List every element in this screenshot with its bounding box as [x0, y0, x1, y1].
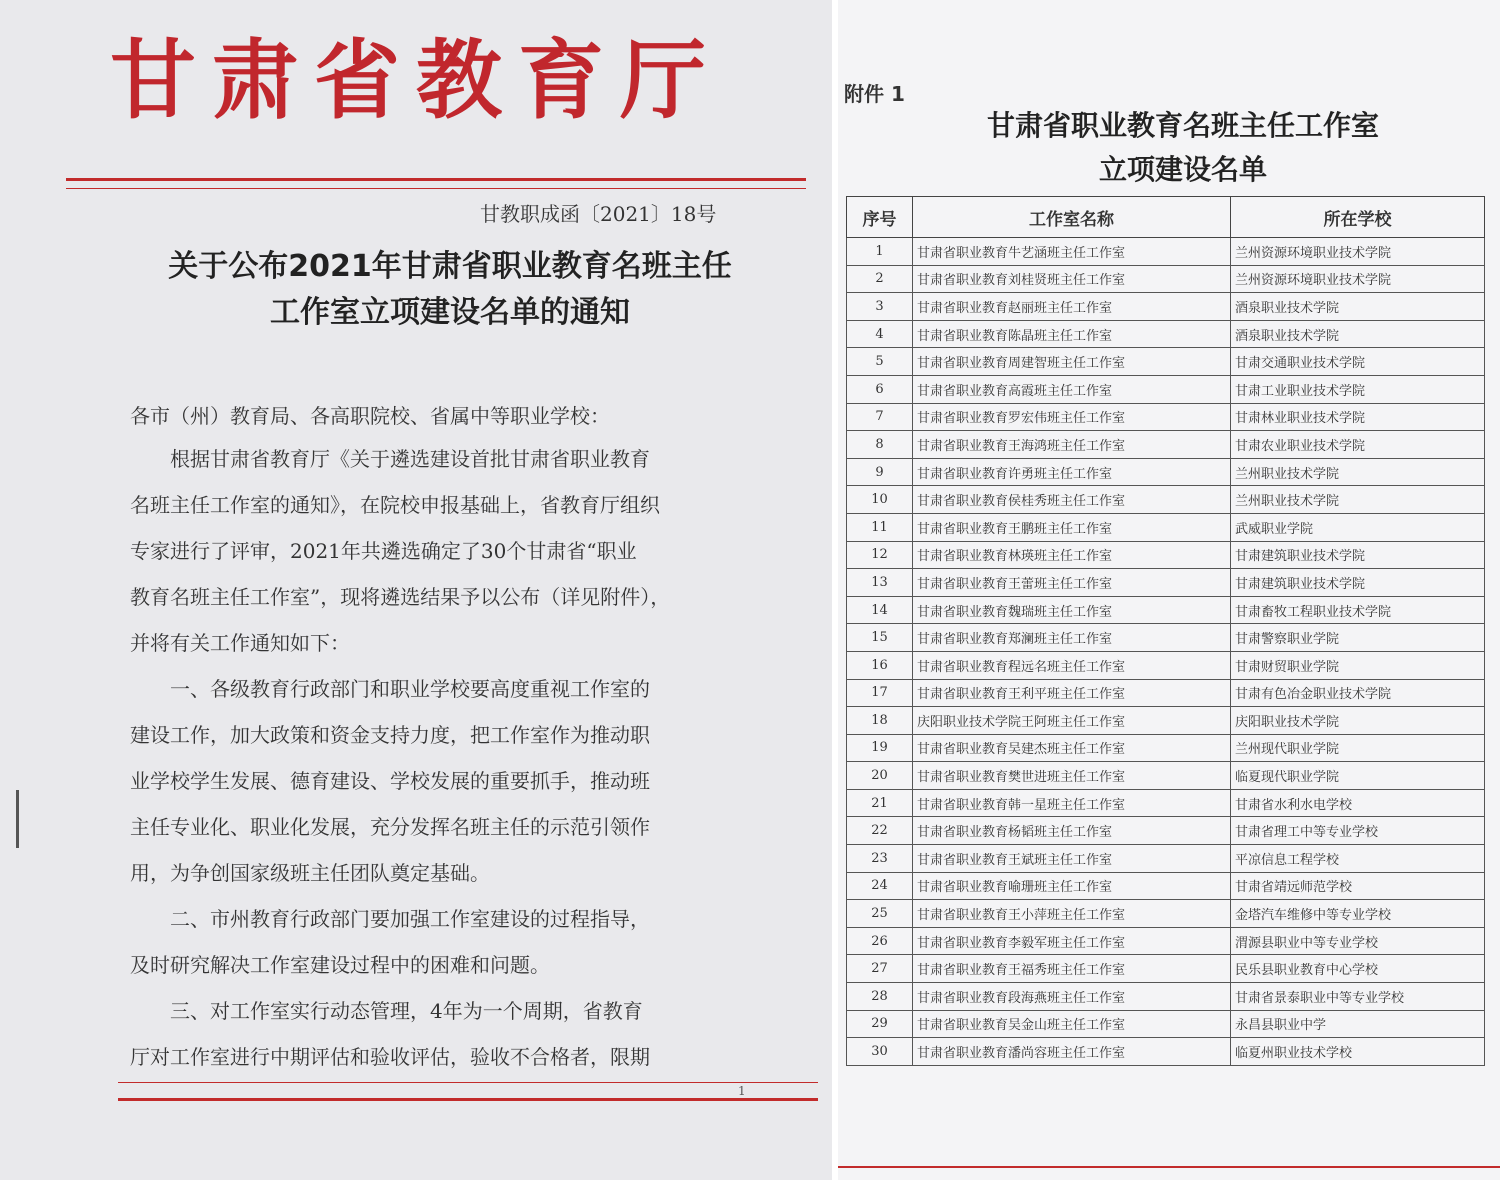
- row-index: 28: [847, 983, 913, 1011]
- body-line: 主任专业化、职业化发展，充分发挥名班主任的示范引领作: [130, 815, 650, 839]
- row-school: 甘肃省理工中等专业学校: [1231, 817, 1485, 845]
- table-row: [847, 900, 1485, 928]
- table-row: [847, 762, 1485, 790]
- row-studio-name: 甘肃省职业教育潘尚容班主任工作室: [913, 1038, 1231, 1066]
- header-red-rule: [66, 178, 806, 181]
- footer-red-rule: [118, 1098, 818, 1101]
- header-school: 所在学校: [1231, 197, 1485, 238]
- table-row: [847, 541, 1485, 569]
- row-school: 酒泉职业技术学院: [1231, 293, 1485, 321]
- table-row: [847, 431, 1485, 459]
- row-index: 23: [847, 845, 913, 873]
- row-studio-name: 甘肃省职业教育李毅军班主任工作室: [913, 927, 1231, 955]
- row-studio-name: 甘肃省职业教育陈晶班主任工作室: [913, 320, 1231, 348]
- row-index: 25: [847, 900, 913, 928]
- row-studio-name: 甘肃省职业教育王蕾班主任工作室: [913, 569, 1231, 597]
- roster-page: [838, 0, 1500, 1180]
- body-line: 教育名班主任工作室”，现将遴选结果予以公布（详见附件），: [130, 585, 671, 609]
- body-line: 及时研究解决工作室建设过程中的困难和问题。: [130, 953, 550, 977]
- row-studio-name: 甘肃省职业教育魏瑞班主任工作室: [913, 596, 1231, 624]
- row-studio-name: 甘肃省职业教育樊世进班主任工作室: [913, 762, 1231, 790]
- row-studio-name: 甘肃省职业教育王小萍班主任工作室: [913, 900, 1231, 928]
- row-studio-name: 甘肃省职业教育许勇班主任工作室: [913, 458, 1231, 486]
- salutation: 各市（州）教育局、各高职院校、省属中等职业学校：: [130, 404, 610, 428]
- notice-title-line: 关于公布2021年甘肃省职业教育名班主任: [168, 249, 732, 284]
- row-school: 兰州现代职业学院: [1231, 734, 1485, 762]
- row-index: 27: [847, 955, 913, 983]
- roster-title-line: 甘肃省职业教育名班主任工作室: [986, 109, 1379, 142]
- row-studio-name: 甘肃省职业教育林瑛班主任工作室: [913, 541, 1231, 569]
- page-number: 1: [738, 1084, 746, 1098]
- row-school: 甘肃建筑职业技术学院: [1231, 569, 1485, 597]
- notice-body: [130, 436, 780, 1080]
- table-row: [847, 238, 1485, 266]
- row-studio-name: 甘肃省职业教育侯桂秀班主任工作室: [913, 486, 1231, 514]
- row-studio-name: 甘肃省职业教育程远名班主任工作室: [913, 651, 1231, 679]
- table-row: [847, 403, 1485, 431]
- row-index: 22: [847, 817, 913, 845]
- notice-title-line: 工作室立项建设名单的通知: [270, 295, 630, 330]
- row-studio-name: 甘肃省职业教育段海燕班主任工作室: [913, 983, 1231, 1011]
- row-school: 甘肃财贸职业学院: [1231, 651, 1485, 679]
- row-school: 甘肃警察职业学院: [1231, 624, 1485, 652]
- roster-title: [898, 104, 1468, 192]
- header-red-rule-thin: [66, 188, 806, 189]
- row-index: 6: [847, 375, 913, 403]
- row-studio-name: 甘肃省职业教育王海鸿班主任工作室: [913, 431, 1231, 459]
- row-school: 民乐县职业教育中心学校: [1231, 955, 1485, 983]
- row-index: 7: [847, 403, 913, 431]
- row-school: 甘肃畜牧工程职业技术学院: [1231, 596, 1485, 624]
- row-studio-name: 甘肃省职业教育喻珊班主任工作室: [913, 872, 1231, 900]
- row-index: 18: [847, 707, 913, 735]
- row-index: 14: [847, 596, 913, 624]
- row-index: 2: [847, 265, 913, 293]
- page-edge-mark: [16, 790, 19, 848]
- row-studio-name: 甘肃省职业教育王利平班主任工作室: [913, 679, 1231, 707]
- row-index: 16: [847, 651, 913, 679]
- row-index: 11: [847, 513, 913, 541]
- row-school: 兰州资源环境职业技术学院: [1231, 265, 1485, 293]
- table-row: [847, 955, 1485, 983]
- row-school: 甘肃有色冶金职业技术学院: [1231, 679, 1485, 707]
- body-line: 根据甘肃省教育厅《关于遴选建设首批甘肃省职业教育: [130, 447, 650, 471]
- row-school: 金塔汽车维修中等专业学校: [1231, 900, 1485, 928]
- row-index: 15: [847, 624, 913, 652]
- body-line: 厅对工作室进行中期评估和验收评估，验收不合格者，限期: [130, 1045, 650, 1069]
- body-line: 三、对工作室实行动态管理，4年为一个周期，省教育: [130, 999, 643, 1023]
- row-studio-name: 甘肃省职业教育赵丽班主任工作室: [913, 293, 1231, 321]
- row-index: 29: [847, 1010, 913, 1038]
- row-studio-name: 甘肃省职业教育牛艺涵班主任工作室: [913, 238, 1231, 266]
- bottom-red-rule: [838, 1166, 1500, 1168]
- notice-title: [130, 244, 770, 336]
- row-studio-name: 甘肃省职业教育周建智班主任工作室: [913, 348, 1231, 376]
- table-header-row: [847, 197, 1485, 238]
- row-school: 甘肃省水利水电学校: [1231, 789, 1485, 817]
- row-studio-name: 甘肃省职业教育王鹏班主任工作室: [913, 513, 1231, 541]
- row-studio-name: 甘肃省职业教育刘桂贤班主任工作室: [913, 265, 1231, 293]
- body-line: 专家进行了评审，2021年共遴选确定了30个甘肃省“职业: [130, 539, 637, 563]
- roster-title-line: 立项建设名单: [1098, 153, 1267, 186]
- table-row: [847, 927, 1485, 955]
- row-studio-name: 甘肃省职业教育吴金山班主任工作室: [913, 1010, 1231, 1038]
- table-row: [847, 707, 1485, 735]
- row-studio-name: 甘肃省职业教育高霞班主任工作室: [913, 375, 1231, 403]
- row-school: 庆阳职业技术学院: [1231, 707, 1485, 735]
- row-school: 平凉信息工程学校: [1231, 845, 1485, 873]
- row-school: 渭源县职业中等专业学校: [1231, 927, 1485, 955]
- row-school: 兰州资源环境职业技术学院: [1231, 238, 1485, 266]
- row-index: 3: [847, 293, 913, 321]
- table-row: [847, 513, 1485, 541]
- issuer-banner: 甘肃省教育厅: [110, 31, 722, 131]
- body-line: 二、市州教育行政部门要加强工作室建设的过程指导，: [130, 907, 650, 931]
- table-row: [847, 1038, 1485, 1066]
- header-studio-name: 工作室名称: [913, 197, 1231, 238]
- row-index: 21: [847, 789, 913, 817]
- row-school: 甘肃省靖远师范学校: [1231, 872, 1485, 900]
- row-index: 12: [847, 541, 913, 569]
- body-line: 一、各级教育行政部门和职业学校要高度重视工作室的: [130, 677, 650, 701]
- header-index: 序号: [847, 197, 913, 238]
- row-school: 武威职业学院: [1231, 513, 1485, 541]
- table-row: [847, 265, 1485, 293]
- row-school: 兰州职业技术学院: [1231, 458, 1485, 486]
- row-index: 24: [847, 872, 913, 900]
- row-school: 甘肃建筑职业技术学院: [1231, 541, 1485, 569]
- table-row: [847, 983, 1485, 1011]
- table-row: [847, 320, 1485, 348]
- row-index: 17: [847, 679, 913, 707]
- row-school: 甘肃交通职业技术学院: [1231, 348, 1485, 376]
- table-row: [847, 872, 1485, 900]
- row-index: 8: [847, 431, 913, 459]
- body-line: 业学校学生发展、德育建设、学校发展的重要抓手，推动班: [130, 769, 650, 793]
- row-index: 4: [847, 320, 913, 348]
- table-row: [847, 789, 1485, 817]
- row-school: 临夏现代职业学院: [1231, 762, 1485, 790]
- row-index: 20: [847, 762, 913, 790]
- row-school: 兰州职业技术学院: [1231, 486, 1485, 514]
- table-row: [847, 569, 1485, 597]
- row-studio-name: 甘肃省职业教育杨韬班主任工作室: [913, 817, 1231, 845]
- row-index: 13: [847, 569, 913, 597]
- row-school: 甘肃林业职业技术学院: [1231, 403, 1485, 431]
- row-studio-name: 甘肃省职业教育罗宏伟班主任工作室: [913, 403, 1231, 431]
- attachment-label: 附件 1: [844, 82, 905, 106]
- row-school: 甘肃省景泰职业中等专业学校: [1231, 983, 1485, 1011]
- table-row: [847, 845, 1485, 873]
- row-school: 临夏州职业技术学校: [1231, 1038, 1485, 1066]
- row-index: 19: [847, 734, 913, 762]
- row-school: 酒泉职业技术学院: [1231, 320, 1485, 348]
- body-line: 建设工作，加大政策和资金支持力度，把工作室作为推动职: [130, 723, 650, 747]
- row-index: 30: [847, 1038, 913, 1066]
- row-studio-name: 甘肃省职业教育王斌班主任工作室: [913, 845, 1231, 873]
- row-index: 1: [847, 238, 913, 266]
- row-school: 永昌县职业中学: [1231, 1010, 1485, 1038]
- row-index: 5: [847, 348, 913, 376]
- body-line: 并将有关工作通知如下：: [130, 631, 350, 655]
- table-row: [847, 486, 1485, 514]
- row-index: 26: [847, 927, 913, 955]
- table-row: [847, 348, 1485, 376]
- table-row: [847, 734, 1485, 762]
- table-row: [847, 596, 1485, 624]
- body-line: 名班主任工作室的通知》，在院校申报基础上，省教育厅组织: [130, 493, 660, 517]
- table-row: [847, 817, 1485, 845]
- table-row: [847, 375, 1485, 403]
- roster-table-body: [847, 238, 1485, 1066]
- row-studio-name: 甘肃省职业教育吴建杰班主任工作室: [913, 734, 1231, 762]
- table-row: [847, 679, 1485, 707]
- footer-red-rule-thin: [118, 1082, 818, 1083]
- row-index: 9: [847, 458, 913, 486]
- row-school: 甘肃工业职业技术学院: [1231, 375, 1485, 403]
- row-index: 10: [847, 486, 913, 514]
- row-studio-name: 甘肃省职业教育王福秀班主任工作室: [913, 955, 1231, 983]
- row-school: 甘肃农业职业技术学院: [1231, 431, 1485, 459]
- roster-table: [846, 196, 1485, 1066]
- row-studio-name: 庆阳职业技术学院王阿班主任工作室: [913, 707, 1231, 735]
- table-row: [847, 458, 1485, 486]
- body-line: 用，为争创国家级班主任团队奠定基础。: [130, 861, 490, 885]
- document-number: 甘教职成函〔2021〕18号: [480, 202, 717, 226]
- table-row: [847, 651, 1485, 679]
- table-row: [847, 624, 1485, 652]
- row-studio-name: 甘肃省职业教育郑澜班主任工作室: [913, 624, 1231, 652]
- row-studio-name: 甘肃省职业教育韩一星班主任工作室: [913, 789, 1231, 817]
- table-row: [847, 293, 1485, 321]
- table-row: [847, 1010, 1485, 1038]
